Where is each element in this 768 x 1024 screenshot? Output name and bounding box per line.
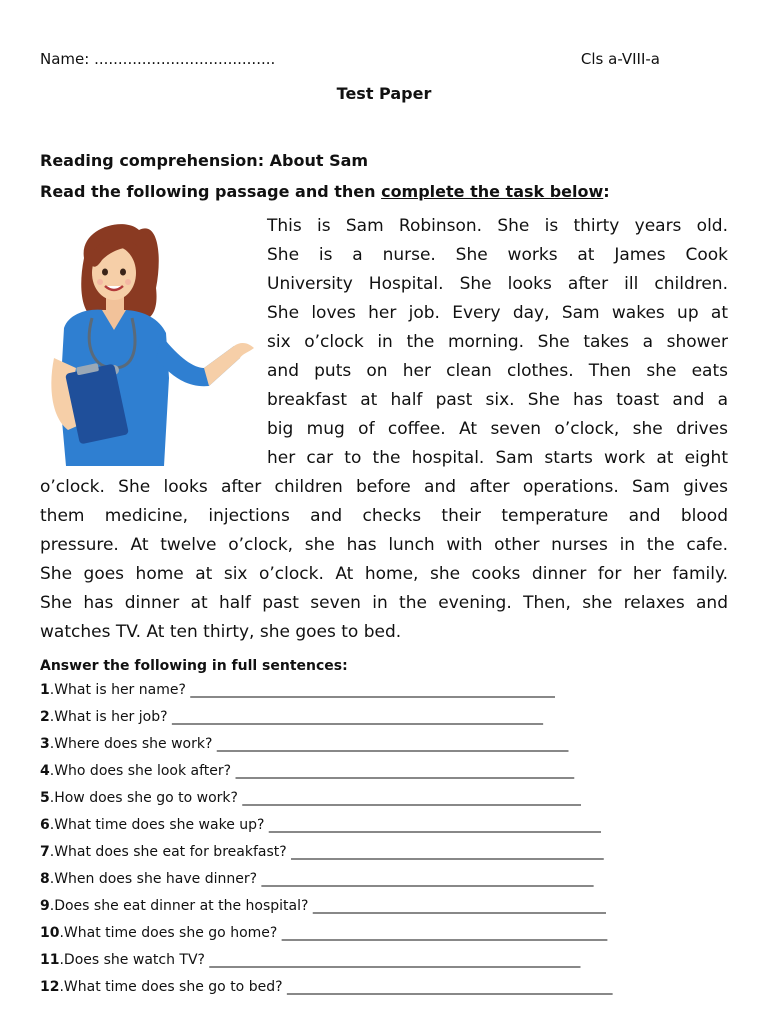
question-number: 4 [40, 763, 50, 779]
instruction-prefix: Read the following passage and then [40, 182, 382, 201]
answer-blank[interactable]: __________________________________________________ [286, 979, 612, 995]
question-number: 9 [40, 898, 50, 914]
question-list [40, 682, 730, 1006]
name-field-label: Name: ...................................... [40, 50, 276, 68]
passage-line: big mug of coffee. At seven o’clock, she drives [267, 419, 728, 439]
passage-line: University Hospital. She looks after ill children. [267, 274, 728, 294]
question-text: .What is her name? [49, 682, 191, 698]
passage-line: She loves her job. Every day, Sam wakes up at [267, 303, 728, 323]
question-row [40, 979, 730, 1006]
passage-line: She has dinner at half past seven in the evening. Then, she relaxes and [40, 593, 728, 613]
question-text: .What does she eat for breakfast? [49, 844, 292, 860]
instruction-line [40, 182, 610, 201]
answer-blank[interactable]: ___________________________________________________ [268, 817, 601, 833]
question-number: 6 [40, 817, 50, 833]
page-title: Test Paper [336, 84, 432, 103]
passage-line: She is a nurse. She works at James Cook [267, 245, 728, 265]
question-number: 3 [40, 736, 50, 752]
answer-blank[interactable]: _____________________________________________ [312, 898, 606, 914]
question-row [40, 952, 730, 979]
question-text: .Where does she work? [49, 736, 217, 752]
question-number: 2 [40, 709, 50, 725]
class-label: Cls a-VIII-a [580, 50, 660, 68]
question-number: 5 [40, 790, 50, 806]
question-row [40, 790, 730, 817]
answer-instructions: Answer the following in full sentences: [40, 658, 348, 674]
passage-line: pressure. At twelve o’clock, she has lunch with other nurses in the cafe. [40, 535, 728, 555]
instruction-underlined: complete the task below [381, 182, 604, 201]
question-row [40, 871, 730, 898]
question-text: .How does she go to work? [49, 790, 243, 806]
passage-line: o’clock. She looks after children before and after operations. Sam gives [40, 477, 728, 497]
question-number: 1 [40, 682, 50, 698]
question-number: 7 [40, 844, 50, 860]
question-row [40, 709, 730, 736]
passage-line: them medicine, injections and checks their temperature and blood [40, 506, 728, 526]
question-row [40, 898, 730, 925]
question-row [40, 844, 730, 871]
answer-blank[interactable]: ______________________________________________________ [216, 736, 568, 752]
passage-line: This is Sam Robinson. She is thirty years old. [267, 216, 728, 236]
question-row [40, 682, 730, 709]
question-text: .What time does she go home? [59, 925, 282, 941]
passage-line: She goes home at six o’clock. At home, she cooks dinner for her family. [40, 564, 728, 584]
question-row [40, 925, 730, 952]
passage-line: her car to the hospital. Sam starts work at eight [267, 448, 728, 468]
answer-blank[interactable]: _________________________________________________________ [209, 952, 580, 968]
question-text: .Who does she look after? [49, 763, 236, 779]
header-row [40, 50, 660, 72]
instruction-suffix: : [603, 182, 610, 201]
passage-line: and puts on her clean clothes. Then she eats [267, 361, 728, 381]
answer-blank[interactable]: ____________________________________________________ [242, 790, 581, 806]
answer-blank[interactable]: ___________________________________________________ [261, 871, 593, 887]
answer-blank[interactable]: __________________________________________________ [281, 925, 607, 941]
question-row [40, 817, 730, 844]
question-text: .What time does she wake up? [49, 817, 269, 833]
answer-blank[interactable]: ________________________________________________ [291, 844, 604, 860]
section-title: Reading comprehension: About Sam [40, 151, 369, 170]
question-text: .What is her job? [49, 709, 172, 725]
passage-line: breakfast at half past six. She has toast and a [267, 390, 728, 410]
passage-top [267, 212, 728, 473]
passage-bottom [40, 473, 728, 647]
question-text: .When does she have dinner? [49, 871, 262, 887]
question-number: 10 [40, 925, 60, 941]
question-text: .What time does she go to bed? [59, 979, 287, 995]
question-row [40, 736, 730, 763]
passage-line: watches TV. At ten thirty, she goes to bed. [40, 622, 402, 642]
question-row [40, 763, 730, 790]
question-text: .Does she eat dinner at the hospital? [49, 898, 313, 914]
answer-blank[interactable]: _________________________________________________________ [171, 709, 543, 725]
passage-line: six o’clock in the morning. She takes a shower [267, 332, 728, 352]
answer-blank[interactable]: ____________________________________________________ [235, 763, 574, 779]
question-text: .Does she watch TV? [59, 952, 210, 968]
question-number: 8 [40, 871, 50, 887]
question-number: 12 [40, 979, 60, 995]
question-number: 11 [40, 952, 60, 968]
nurse-illustration [44, 218, 256, 466]
answer-blank[interactable]: ________________________________________________________ [190, 682, 555, 698]
